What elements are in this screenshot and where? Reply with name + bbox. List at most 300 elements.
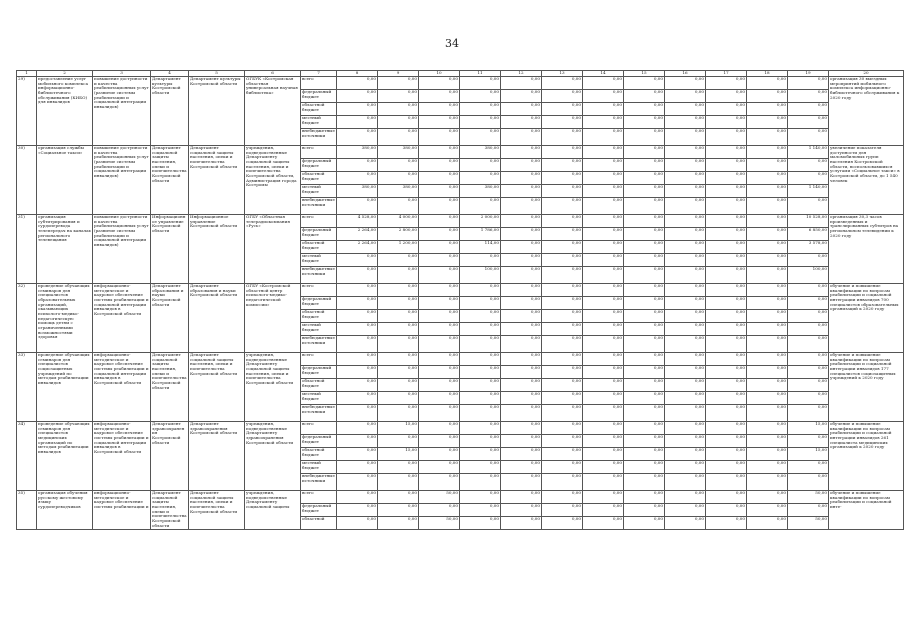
- cell-col-2: организация службы «Социальное такси»: [37, 146, 93, 215]
- cell-col-2: проведение обучающих семинаров для специалистов медицинских организаций по методам реабилитации инвалидов: [37, 422, 93, 491]
- amount-cell: 0,00: [788, 297, 829, 310]
- amount-cell: 0,00: [542, 491, 583, 504]
- amount-cell: 0,00: [542, 267, 583, 284]
- amount-cell: 0,00: [706, 198, 747, 215]
- amount-cell: 0,00: [337, 103, 378, 116]
- column-number: 10: [419, 71, 460, 77]
- amount-cell: 0,00: [419, 405, 460, 422]
- amount-cell: 0,00: [542, 353, 583, 366]
- amount-cell: 6 850,00: [788, 228, 829, 241]
- column-number: 13: [542, 71, 583, 77]
- amount-cell: 0,00: [706, 215, 747, 228]
- amount-cell: 0,00: [419, 310, 460, 323]
- amount-cell: 0,00: [460, 284, 501, 297]
- cell-col-5: Департамент культуры Костромской области: [189, 77, 245, 146]
- amount-cell: 0,00: [501, 185, 542, 198]
- amount-cell: 0,00: [378, 392, 419, 405]
- amount-cell: 0,00: [747, 198, 788, 215]
- amount-cell: 0,00: [583, 297, 624, 310]
- amount-cell: 0,00: [542, 405, 583, 422]
- amount-cell: 0,00: [747, 517, 788, 530]
- amount-cell: 0,00: [337, 405, 378, 422]
- amount-cell: 0,00: [665, 116, 706, 129]
- amount-cell: 0,00: [665, 461, 706, 474]
- amount-cell: 0,00: [665, 146, 706, 159]
- amount-cell: 0,00: [460, 474, 501, 491]
- amount-cell: 0,00: [583, 422, 624, 435]
- amount-cell: 0,00: [378, 491, 419, 504]
- amount-cell: 0,00: [665, 448, 706, 461]
- cell-col-5: Департамент здравоохранения Костромской области: [189, 422, 245, 491]
- column-number: 8: [337, 71, 378, 77]
- amount-cell: 0,00: [419, 241, 460, 254]
- funding-source-label: внебюджетные источники: [301, 198, 337, 215]
- amount-cell: 0,00: [665, 504, 706, 517]
- funding-source-label: федеральный бюджет: [301, 504, 337, 517]
- amount-cell: 0,00: [788, 77, 829, 90]
- cell-col-2: организация обучения русскому жестовому языку сурдопереводчиков: [37, 491, 93, 530]
- amount-cell: 0,00: [665, 405, 706, 422]
- amount-cell: 0,00: [378, 254, 419, 267]
- amount-cell: 0,00: [460, 310, 501, 323]
- amount-cell: 0,00: [624, 405, 665, 422]
- funding-source-label: всего: [301, 284, 337, 297]
- amount-cell: 0,00: [501, 336, 542, 353]
- amount-cell: 0,00: [624, 491, 665, 504]
- row-index: 34): [17, 422, 37, 491]
- amount-cell: 0,00: [542, 172, 583, 185]
- amount-cell: 0,00: [624, 215, 665, 228]
- amount-cell: 0,00: [501, 159, 542, 172]
- amount-cell: 0,00: [624, 228, 665, 241]
- amount-cell: 0,00: [501, 172, 542, 185]
- amount-cell: 0,00: [419, 461, 460, 474]
- amount-cell: 0,00: [583, 185, 624, 198]
- amount-cell: 0,00: [460, 116, 501, 129]
- amount-cell: 0,00: [583, 353, 624, 366]
- amount-cell: 0,00: [747, 215, 788, 228]
- amount-cell: 0,00: [788, 461, 829, 474]
- amount-cell: 0,00: [501, 461, 542, 474]
- amount-cell: 0,00: [419, 146, 460, 159]
- amount-cell: 2 264,00: [337, 241, 378, 254]
- cell-col-6: учреждения, подведомственные Департаменту социальной защиты населения, опеки и попечительства Костромской области, Администрация города Костромы: [245, 146, 301, 215]
- amount-cell: 0,00: [378, 435, 419, 448]
- amount-cell: 0,00: [747, 504, 788, 517]
- column-number: 11: [460, 71, 501, 77]
- amount-cell: 0,00: [706, 474, 747, 491]
- amount-cell: 0,00: [460, 448, 501, 461]
- amount-cell: 0,00: [706, 366, 747, 379]
- amount-cell: 0,00: [460, 504, 501, 517]
- amount-cell: 0,00: [665, 323, 706, 336]
- amount-cell: 0,00: [706, 504, 747, 517]
- column-number: 6: [245, 71, 301, 77]
- amount-cell: 0,00: [542, 198, 583, 215]
- amount-cell: 0,00: [337, 366, 378, 379]
- funding-source-label: внебюджетные источники: [301, 267, 337, 284]
- cell-col-4: Информационное управление Костромской области: [151, 215, 189, 284]
- amount-cell: 0,00: [788, 172, 829, 185]
- amount-cell: 0,00: [378, 297, 419, 310]
- amount-cell: 0,00: [788, 284, 829, 297]
- amount-cell: 0,00: [501, 422, 542, 435]
- amount-cell: 0,00: [419, 116, 460, 129]
- funding-source-label: федеральный бюджет: [301, 159, 337, 172]
- amount-cell: 0,00: [542, 366, 583, 379]
- amount-cell: 0,00: [583, 448, 624, 461]
- amount-cell: 0,00: [583, 146, 624, 159]
- amount-cell: 0,00: [460, 336, 501, 353]
- amount-cell: 0,00: [501, 435, 542, 448]
- amount-cell: 0,00: [788, 353, 829, 366]
- amount-cell: 0,00: [624, 474, 665, 491]
- amount-cell: 0,00: [419, 90, 460, 103]
- funding-source-label: внебюджетные источники: [301, 405, 337, 422]
- cell-col-4: Департамент социальной защиты населения, опеки и попечительства Костромской области: [152, 490, 187, 528]
- amount-cell: 0,00: [665, 241, 706, 254]
- amount-cell: 0,00: [460, 435, 501, 448]
- page-number: 34: [445, 37, 459, 50]
- amount-cell: 0,00: [747, 90, 788, 103]
- amount-cell: 0,00: [583, 103, 624, 116]
- amount-cell: 0,00: [501, 129, 542, 146]
- amount-cell: 0,00: [624, 284, 665, 297]
- cell-col-6: ОГБУК «Костромская областная универсальная научная библиотека»: [245, 77, 301, 146]
- cell-col-5: Информационное управление Костромской области: [189, 215, 245, 284]
- amount-cell: 0,00: [706, 448, 747, 461]
- cell-col-4: Департамент образования и науки Костромской области: [151, 284, 189, 353]
- amount-cell: 0,00: [706, 77, 747, 90]
- cell-col-4: Департамент социальной защиты населения, опеки и попечительства Костромской области: [151, 353, 189, 422]
- amount-cell: 0,00: [337, 379, 378, 392]
- funding-source-label: всего: [301, 422, 337, 435]
- amount-cell: 0,00: [583, 310, 624, 323]
- amount-cell: 0,00: [460, 198, 501, 215]
- amount-cell: 0,00: [501, 353, 542, 366]
- amount-cell: 0,00: [419, 284, 460, 297]
- row-index: 33): [17, 353, 37, 422]
- amount-cell: 380,00: [378, 185, 419, 198]
- amount-cell: 0,00: [542, 103, 583, 116]
- amount-cell: 0,00: [501, 517, 542, 530]
- amount-cell: 0,00: [542, 504, 583, 517]
- column-number: 19: [788, 71, 829, 77]
- cell-col-3: информационно-методическое и кадровое обеспечение системы реабилитации и: [93, 491, 151, 530]
- cell-col-3: информационно-методическое и кадровое обеспечение системы реабилитации и социальной интеграции инвалидов в Костромской области: [93, 422, 151, 491]
- amount-cell: 0,00: [419, 254, 460, 267]
- amount-cell: 0,00: [378, 284, 419, 297]
- amount-cell: 0,00: [624, 241, 665, 254]
- amount-cell: 0,00: [747, 422, 788, 435]
- table-row: [17, 215, 904, 228]
- amount-cell: 0,00: [665, 228, 706, 241]
- amount-cell: 0,00: [460, 353, 501, 366]
- amount-cell: 0,00: [706, 379, 747, 392]
- amount-cell: 0,00: [747, 405, 788, 422]
- amount-cell: 0,00: [788, 366, 829, 379]
- amount-cell: 0,00: [337, 77, 378, 90]
- amount-cell: 0,00: [788, 129, 829, 146]
- amount-cell: 0,00: [624, 159, 665, 172]
- amount-cell: 0,00: [542, 336, 583, 353]
- amount-cell: 0,00: [378, 103, 419, 116]
- amount-cell: 0,00: [501, 504, 542, 517]
- amount-cell: 50,00: [788, 517, 829, 530]
- amount-cell: 0,00: [583, 129, 624, 146]
- amount-cell: 0,00: [747, 254, 788, 267]
- amount-cell: 0,00: [583, 116, 624, 129]
- amount-cell: 0,00: [583, 392, 624, 405]
- funding-source-label: местный бюджет: [301, 392, 337, 405]
- amount-cell: 0,00: [747, 353, 788, 366]
- amount-cell: 0,00: [665, 159, 706, 172]
- amount-cell: 0,00: [337, 323, 378, 336]
- amount-cell: 0,00: [665, 310, 706, 323]
- amount-cell: 0,00: [788, 90, 829, 103]
- funding-source-label: местный бюджет: [301, 254, 337, 267]
- amount-cell: 0,00: [337, 461, 378, 474]
- amount-cell: 380,00: [337, 146, 378, 159]
- amount-cell: 0,00: [583, 159, 624, 172]
- amount-cell: 0,00: [378, 90, 419, 103]
- amount-cell: 0,00: [583, 461, 624, 474]
- amount-cell: 0,00: [542, 129, 583, 146]
- amount-cell: 0,00: [788, 379, 829, 392]
- cell-col-6: учреждения, подведомственные Департаменту социальной защиты населения, опеки и попечительства Костромской области: [245, 353, 301, 422]
- expected-result: обучение и повышение квалификации по вопросам реабилитации и социальной инте-: [829, 491, 904, 530]
- amount-cell: 0,00: [788, 504, 829, 517]
- amount-cell: 0,00: [788, 254, 829, 267]
- table-row: [17, 284, 904, 297]
- expected-result: обучение и повышение квалификации по вопросам реабилитации и социальной интеграции инвалидов 261 специалиста медицинских организаций к 2020 году: [829, 422, 904, 491]
- amount-cell: 0,00: [665, 90, 706, 103]
- amount-cell: 0,00: [542, 392, 583, 405]
- amount-cell: 3 578,00: [788, 241, 829, 254]
- amount-cell: 0,00: [665, 366, 706, 379]
- amount-cell: 0,00: [788, 392, 829, 405]
- funding-source-label: местный бюджет: [301, 461, 337, 474]
- amount-cell: 0,00: [788, 323, 829, 336]
- amount-cell: 0,00: [747, 267, 788, 284]
- amount-cell: 0,00: [706, 254, 747, 267]
- cell-col-6: учреждения, подведомственные Департаменту здравоохранения Костромской области: [245, 422, 301, 491]
- amount-cell: 0,00: [583, 405, 624, 422]
- amount-cell: 0,00: [419, 435, 460, 448]
- amount-cell: 0,00: [624, 77, 665, 90]
- amount-cell: 0,00: [624, 185, 665, 198]
- amount-cell: 0,00: [419, 129, 460, 146]
- amount-cell: 0,00: [501, 90, 542, 103]
- amount-cell: 0,00: [337, 422, 378, 435]
- amount-cell: 0,00: [624, 366, 665, 379]
- amount-cell: 2 000,00: [460, 215, 501, 228]
- row-index: 30): [17, 146, 37, 215]
- amount-cell: 0,00: [665, 297, 706, 310]
- amount-cell: 0,00: [337, 448, 378, 461]
- amount-cell: 0,00: [378, 159, 419, 172]
- amount-cell: 0,00: [501, 310, 542, 323]
- amount-cell: 10 528,00: [788, 215, 829, 228]
- amount-cell: 0,00: [624, 310, 665, 323]
- funding-source-label: внебюджетные источники: [301, 129, 337, 146]
- amount-cell: 0,00: [665, 267, 706, 284]
- amount-cell: 0,00: [624, 297, 665, 310]
- funding-source-label: всего: [301, 491, 337, 504]
- amount-cell: 0,00: [665, 198, 706, 215]
- expected-result: организация 30 выездных мероприятий мобильного комплекса информационно-библиотечного обслуживания к 2020 году: [829, 77, 904, 146]
- amount-cell: 0,00: [747, 228, 788, 241]
- amount-cell: 0,00: [624, 116, 665, 129]
- amount-cell: 0,00: [788, 310, 829, 323]
- amount-cell: 0,00: [378, 366, 419, 379]
- amount-cell: 0,00: [542, 159, 583, 172]
- amount-cell: 0,00: [337, 474, 378, 491]
- amount-cell: 0,00: [542, 254, 583, 267]
- cell-col-4: Департамент здравоохранения Костромской области: [151, 422, 189, 491]
- row-index: 31): [17, 215, 37, 284]
- expected-result: увеличение показателя доступности для маломобильных групп населения Костромской области, воспользовавшихся услугами «Социальное такси» в Костромской области, до 1 540 человек: [829, 146, 904, 215]
- amount-cell: 0,00: [542, 284, 583, 297]
- row-index: 35): [17, 491, 37, 530]
- amount-cell: 0,00: [337, 267, 378, 284]
- amount-cell: 0,00: [747, 77, 788, 90]
- amount-cell: 0,00: [419, 103, 460, 116]
- amount-cell: 0,00: [583, 284, 624, 297]
- amount-cell: 0,00: [665, 353, 706, 366]
- amount-cell: 2 264,00: [337, 228, 378, 241]
- amount-cell: 0,00: [460, 172, 501, 185]
- funding-source-label: всего: [301, 353, 337, 366]
- funding-source-label: федеральный бюджет: [301, 90, 337, 103]
- amount-cell: 0,00: [419, 336, 460, 353]
- amount-cell: 0,00: [337, 172, 378, 185]
- amount-cell: 0,00: [788, 116, 829, 129]
- amount-cell: 1 200,00: [378, 241, 419, 254]
- funding-source-label: местный бюджет: [301, 323, 337, 336]
- amount-cell: 0,00: [583, 336, 624, 353]
- amount-cell: 0,00: [583, 198, 624, 215]
- amount-cell: 4 000,00: [378, 215, 419, 228]
- funding-source-label: местный бюджет: [301, 185, 337, 198]
- amount-cell: 0,00: [419, 198, 460, 215]
- amount-cell: 0,00: [706, 323, 747, 336]
- amount-cell: 0,00: [665, 517, 706, 530]
- amount-cell: 15,00: [378, 448, 419, 461]
- amount-cell: 0,00: [624, 422, 665, 435]
- table-row: [17, 422, 904, 435]
- expected-result: организация 30,3 часов произведенных и транслированных субтитров на региональном телевидении к 2020 году: [829, 215, 904, 284]
- amount-cell: 0,00: [583, 323, 624, 336]
- amount-cell: 0,00: [706, 297, 747, 310]
- cell-col-2: проведение обучающих семинаров для специалистов социозащитных учреждений по методам реабилитации инвалидов: [37, 353, 93, 422]
- table-body: [17, 71, 904, 530]
- amount-cell: 0,00: [501, 77, 542, 90]
- amount-cell: 380,00: [460, 185, 501, 198]
- amount-cell: 0,00: [665, 491, 706, 504]
- amount-cell: 0,00: [460, 379, 501, 392]
- amount-cell: 0,00: [337, 254, 378, 267]
- amount-cell: 0,00: [706, 435, 747, 448]
- funding-source-label: областной бюджет: [301, 241, 337, 254]
- amount-cell: 0,00: [747, 336, 788, 353]
- amount-cell: 0,00: [419, 353, 460, 366]
- amount-cell: 0,00: [501, 103, 542, 116]
- amount-cell: 0,00: [788, 474, 829, 491]
- amount-cell: 0,00: [460, 517, 501, 530]
- amount-cell: 0,00: [665, 392, 706, 405]
- column-number: 16: [665, 71, 706, 77]
- amount-cell: 380,00: [460, 146, 501, 159]
- amount-cell: 0,00: [583, 366, 624, 379]
- amount-cell: 0,00: [706, 103, 747, 116]
- amount-cell: 0,00: [747, 172, 788, 185]
- row-index: 29): [17, 77, 37, 146]
- amount-cell: 0,00: [747, 392, 788, 405]
- column-number: 18: [747, 71, 788, 77]
- table-row: [17, 491, 904, 504]
- amount-cell: 0,00: [542, 215, 583, 228]
- amount-cell: 0,00: [378, 77, 419, 90]
- amount-cell: 0,00: [460, 323, 501, 336]
- amount-cell: 0,00: [419, 77, 460, 90]
- amount-cell: 0,00: [747, 185, 788, 198]
- amount-cell: 0,00: [460, 422, 501, 435]
- column-number: 17: [706, 71, 747, 77]
- amount-cell: 0,00: [788, 405, 829, 422]
- amount-cell: 0,00: [337, 129, 378, 146]
- amount-cell: 0,00: [665, 379, 706, 392]
- funding-source-label: федеральный бюджет: [301, 435, 337, 448]
- amount-cell: 0,00: [419, 504, 460, 517]
- expected-result: обучение и повышение квалификации по вопросам реабилитации и социальной интеграции инвалидов 700 специалистов образовательных организаций к 2020 году: [829, 284, 904, 353]
- amount-cell: 0,00: [460, 461, 501, 474]
- amount-cell: 0,00: [419, 422, 460, 435]
- amount-cell: 0,00: [747, 159, 788, 172]
- funding-source-label: всего: [301, 215, 337, 228]
- amount-cell: 100,00: [460, 267, 501, 284]
- amount-cell: 0,00: [747, 379, 788, 392]
- amount-cell: 0,00: [460, 366, 501, 379]
- amount-cell: 0,00: [665, 215, 706, 228]
- amount-cell: 0,00: [378, 379, 419, 392]
- funding-source-label: федеральный бюджет: [301, 228, 337, 241]
- amount-cell: 0,00: [747, 310, 788, 323]
- amount-cell: 50,00: [419, 491, 460, 504]
- amount-cell: 0,00: [337, 297, 378, 310]
- amount-cell: 0,00: [624, 461, 665, 474]
- amount-cell: 0,00: [747, 474, 788, 491]
- amount-cell: 0,00: [460, 405, 501, 422]
- funding-source-label: всего: [301, 77, 337, 90]
- cell-col-2: проведение обучающих семинаров для специалистов образовательных организаций, оказывающих психолого-медико-педагогическую помощь детям с ограниченными возможностями здоровья: [37, 284, 93, 353]
- amount-cell: 0,00: [501, 405, 542, 422]
- amount-cell: 0,00: [665, 254, 706, 267]
- cell-col-4: Департамент социальной защиты населения, опеки и попечительства Костромской области: [151, 146, 189, 215]
- amount-cell: 0,00: [706, 392, 747, 405]
- amount-cell: 0,00: [337, 491, 378, 504]
- amount-cell: 0,00: [542, 146, 583, 159]
- amount-cell: 0,00: [788, 159, 829, 172]
- table-row: [17, 77, 904, 90]
- amount-cell: 2 800,00: [378, 228, 419, 241]
- amount-cell: 0,00: [337, 284, 378, 297]
- amount-cell: 0,00: [501, 215, 542, 228]
- amount-cell: 0,00: [542, 517, 583, 530]
- amount-cell: 0,00: [665, 103, 706, 116]
- amount-cell: 0,00: [501, 116, 542, 129]
- program-table: [16, 70, 904, 530]
